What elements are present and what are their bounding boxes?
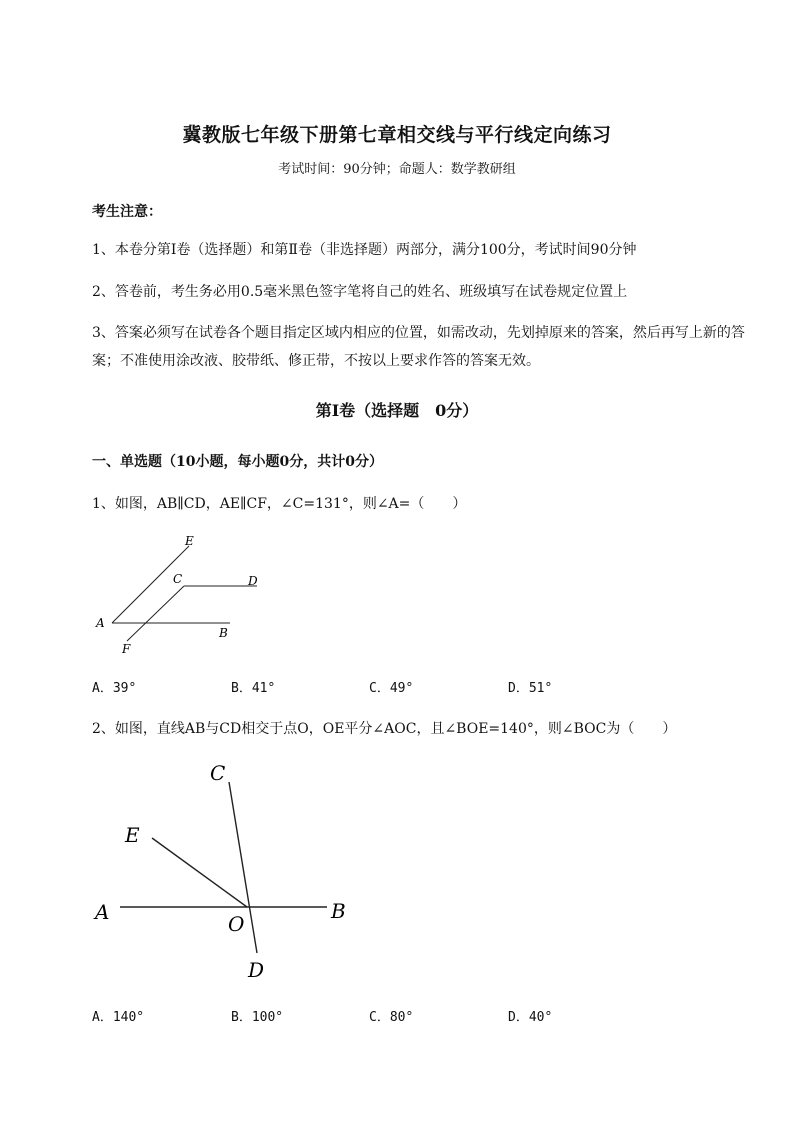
q2-option-b[interactable]: B．100° bbox=[231, 1010, 284, 1025]
notice-item-1: 1、本卷分第I卷（选择题）和第Ⅱ卷（非选择题）两部分，满分100分，考试时间90分钟 bbox=[92, 242, 637, 258]
section-title: 第I卷（选择题 0分） bbox=[315, 401, 479, 420]
question-2-text: 2、如图，直线AB与CD相交于点O，OE平分∠AOC，且∠BOE=140°，则∠BOC为（ ） bbox=[92, 721, 677, 737]
question-1-figure bbox=[90, 530, 280, 660]
notice-heading: 考生注意： bbox=[92, 204, 162, 220]
notice-item-3: 3、答案必须写在试卷各个题目指定区域内相应的位置，如需改动，先划掉原来的答案，然后再写上新的答案；不准使用涂改液、胶带纸、修正带，不按以上要求作答的答案无效。 bbox=[92, 325, 745, 369]
exam-info: 考试时间：90分钟；命题人：数学教研组 bbox=[278, 162, 516, 177]
label-f: F bbox=[122, 642, 131, 656]
q1-option-d[interactable]: D．51° bbox=[508, 681, 553, 696]
label-a: A bbox=[95, 900, 110, 924]
label-c: C bbox=[210, 761, 226, 785]
q1-option-c[interactable]: C．49° bbox=[369, 681, 414, 696]
label-o: O bbox=[228, 912, 245, 936]
ray-oe bbox=[152, 838, 247, 907]
label-b: B bbox=[331, 899, 346, 923]
label-e: E bbox=[125, 823, 140, 847]
q2-option-c[interactable]: C．80° bbox=[369, 1010, 414, 1025]
label-c: C bbox=[173, 572, 183, 586]
q1-option-b[interactable]: B．41° bbox=[231, 681, 276, 696]
question-1-text: 1、如图，AB∥CD，AE∥CF，∠C=131°，则∠A=（ ） bbox=[92, 496, 467, 512]
notice-item-2: 2、答卷前，考生务必用0.5毫米黑色签字笔将自己的姓名、班级填写在试卷规定位置上 bbox=[92, 284, 628, 300]
question-2-figure bbox=[90, 758, 360, 988]
label-d: D bbox=[248, 574, 258, 588]
q2-option-a[interactable]: A．140° bbox=[92, 1010, 145, 1025]
label-e: E bbox=[185, 534, 194, 548]
part-heading: 一、单选题（10小题，每小题0分，共计0分） bbox=[92, 454, 383, 470]
q1-option-a[interactable]: A．39° bbox=[92, 681, 137, 696]
line-cf bbox=[127, 586, 184, 641]
label-a: A bbox=[96, 616, 105, 630]
q2-option-d[interactable]: D．40° bbox=[508, 1010, 553, 1025]
page-title: 冀教版七年级下册第七章相交线与平行线定向练习 bbox=[182, 124, 612, 146]
label-d: D bbox=[248, 958, 265, 982]
label-b: B bbox=[219, 626, 228, 640]
